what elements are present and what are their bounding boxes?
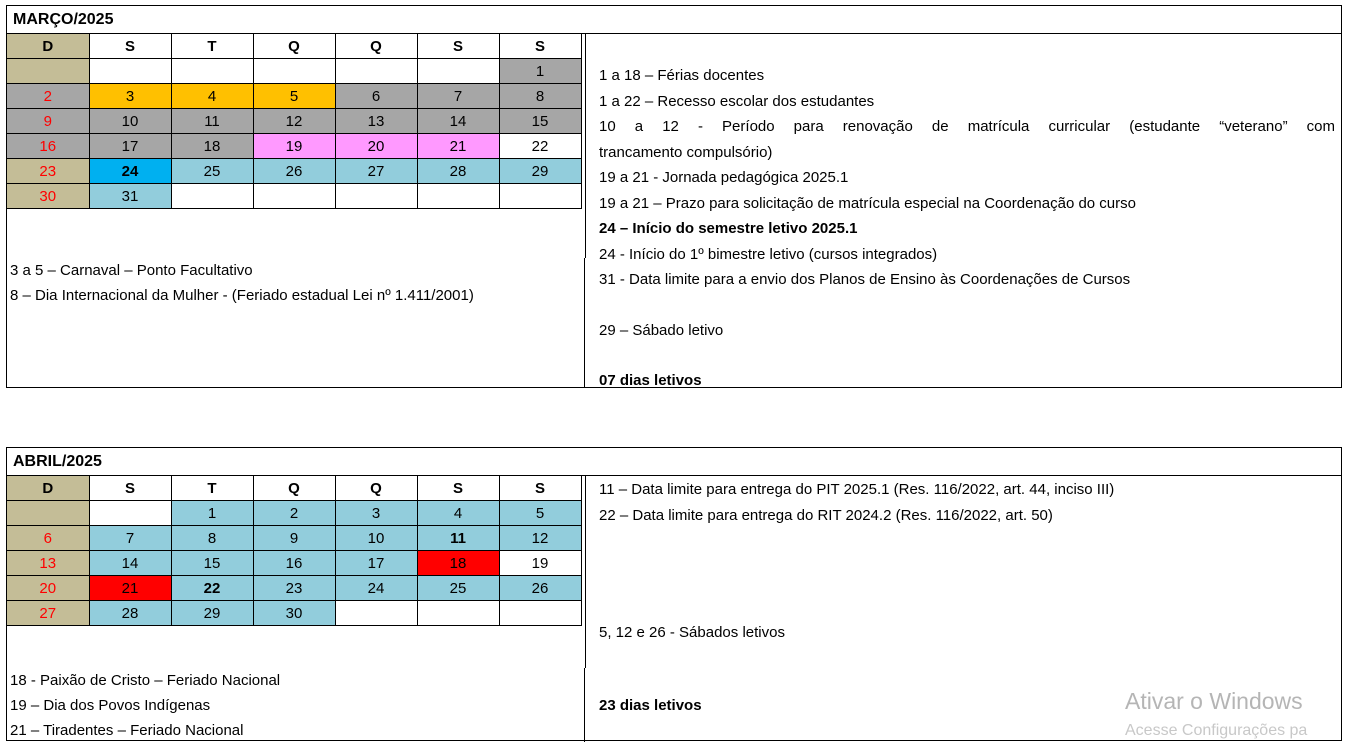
day-cell: 18 [417, 551, 499, 576]
day-cell: 13 [7, 551, 89, 576]
day-cell [335, 601, 417, 626]
day-cell: 21 [89, 576, 171, 601]
day-cell: 9 [7, 109, 89, 134]
march-calendar [6, 5, 1342, 388]
day-cell: 15 [171, 551, 253, 576]
week-row [7, 576, 581, 601]
week-row [7, 159, 581, 184]
event-note: 11 – Data limite para entrega do PIT 2025.1 (Res. 116/2022, art. 44, inciso III) [599, 481, 1115, 498]
event-note: 31 - Data limite para a envio dos Planos de Ensino às Coordenações de Cursos [599, 271, 1131, 288]
holiday-note: 3 a 5 – Carnaval – Ponto Facultativo [10, 262, 253, 279]
day-cell: 25 [171, 159, 253, 184]
day-cell: 5 [253, 84, 335, 109]
april-event-notes [593, 477, 1341, 528]
week-row [7, 84, 581, 109]
week-row [7, 109, 581, 134]
day-cell: 19 [499, 551, 581, 576]
holiday-note: 21 – Tiradentes – Feriado Nacional [10, 722, 244, 739]
day-cell: 9 [253, 526, 335, 551]
day-cell: 11 [171, 109, 253, 134]
week-row [7, 551, 581, 576]
day-cell: 10 [335, 526, 417, 551]
day-cell: 24 [89, 159, 171, 184]
holiday-note: 8 – Dia Internacional da Mulher - (Feriado estadual Lei nº 1.411/2001) [10, 287, 474, 304]
weekday-header: D [7, 34, 89, 59]
day-cell [499, 184, 581, 209]
day-cell [7, 59, 89, 84]
day-cell [89, 501, 171, 526]
event-note: 19 a 21 – Prazo para solicitação de matrícula especial na Coordenação do curso [599, 194, 1136, 212]
day-cell: 29 [171, 601, 253, 626]
day-cell: 5 [499, 501, 581, 526]
april-grid [7, 475, 582, 626]
day-cell: 3 [335, 501, 417, 526]
day-cell: 27 [335, 159, 417, 184]
day-cell: 28 [89, 601, 171, 626]
day-cell: 17 [89, 134, 171, 159]
weekday-header: Q [253, 476, 335, 501]
day-cell: 30 [7, 184, 89, 209]
weekday-header: Q [335, 34, 417, 59]
day-cell: 21 [417, 134, 499, 159]
day-cell: 13 [335, 109, 417, 134]
day-cell: 14 [89, 551, 171, 576]
day-cell: 26 [499, 576, 581, 601]
day-cell [89, 59, 171, 84]
day-cell: 4 [171, 84, 253, 109]
day-cell: 2 [7, 84, 89, 109]
day-cell: 24 [335, 576, 417, 601]
day-cell [253, 59, 335, 84]
day-cell: 26 [253, 159, 335, 184]
day-cell: 22 [499, 134, 581, 159]
day-cell: 8 [171, 526, 253, 551]
weekday-header: S [417, 476, 499, 501]
april-holiday-notes [7, 668, 585, 742]
weekday-header: Q [253, 34, 335, 59]
april-title: ABRIL/2025 [7, 448, 1341, 476]
day-cell: 22 [171, 576, 253, 601]
day-cell [171, 184, 253, 209]
day-cell: 16 [253, 551, 335, 576]
day-cell: 11 [417, 526, 499, 551]
march-event-notes [593, 63, 1341, 394]
day-cell [171, 59, 253, 84]
weekday-header: S [89, 34, 171, 59]
week-row [7, 601, 581, 626]
day-cell: 3 [89, 84, 171, 109]
day-cell: 6 [7, 526, 89, 551]
event-note: 10 a 12 - Período para renovação de matrícula curricular (estudante “veterano” com [599, 118, 1335, 135]
event-note: 29 – Sábado letivo [599, 321, 724, 339]
weekday-header: S [89, 476, 171, 501]
weekday-header: S [417, 34, 499, 59]
day-cell: 2 [253, 501, 335, 526]
day-cell: 23 [7, 159, 89, 184]
day-cell [253, 184, 335, 209]
day-cell: 31 [89, 184, 171, 209]
day-cell: 27 [7, 601, 89, 626]
day-cell: 28 [417, 159, 499, 184]
school-days-count: 23 dias letivos [599, 697, 702, 714]
march-holiday-notes [7, 258, 585, 388]
day-cell [417, 184, 499, 209]
march-grid [7, 33, 582, 209]
day-cell: 1 [171, 501, 253, 526]
day-cell: 14 [417, 109, 499, 134]
day-cell [335, 59, 417, 84]
week-row [7, 526, 581, 551]
april-saturday-note [593, 620, 1341, 646]
weekday-header: T [171, 34, 253, 59]
day-cell: 12 [253, 109, 335, 134]
event-note: 5, 12 e 26 - Sábados letivos [599, 624, 785, 641]
day-cell: 30 [253, 601, 335, 626]
day-cell: 23 [253, 576, 335, 601]
weekday-header-row [7, 34, 581, 59]
day-cell: 4 [417, 501, 499, 526]
day-cell [7, 501, 89, 526]
day-cell: 18 [171, 134, 253, 159]
day-cell: 6 [335, 84, 417, 109]
day-cell: 1 [499, 59, 581, 84]
week-row [7, 501, 581, 526]
day-cell: 7 [417, 84, 499, 109]
day-cell [335, 184, 417, 209]
event-note: 24 – Início do semestre letivo 2025.1 [599, 220, 858, 237]
day-cell: 17 [335, 551, 417, 576]
week-row [7, 59, 581, 84]
weekday-header: S [499, 476, 581, 501]
week-row [7, 184, 581, 209]
day-cell [499, 601, 581, 626]
event-note: trancamento compulsório) [599, 143, 773, 161]
school-days-count: 07 dias letivos [599, 372, 702, 389]
event-note: 24 - Início do 1º bimestre letivo (cursos integrados) [599, 245, 938, 263]
day-cell [417, 601, 499, 626]
day-cell: 12 [499, 526, 581, 551]
weekday-header: T [171, 476, 253, 501]
day-cell: 8 [499, 84, 581, 109]
week-row [7, 134, 581, 159]
day-cell: 7 [89, 526, 171, 551]
day-cell: 16 [7, 134, 89, 159]
day-cell: 25 [417, 576, 499, 601]
event-note: 19 a 21 - Jornada pedagógica 2025.1 [599, 169, 849, 186]
event-note: 22 – Data limite para entrega do RIT 2024.2 (Res. 116/2022, art. 50) [599, 506, 1053, 524]
day-cell: 29 [499, 159, 581, 184]
windows-activation-watermark: Ativar o Windows [1125, 688, 1303, 714]
day-cell: 20 [7, 576, 89, 601]
day-cell: 15 [499, 109, 581, 134]
holiday-note: 18 - Paixão de Cristo – Feriado Nacional [10, 672, 281, 689]
weekday-header: D [7, 476, 89, 501]
day-cell: 10 [89, 109, 171, 134]
day-cell: 20 [335, 134, 417, 159]
windows-activation-hint: Acesse Configurações pa [1125, 722, 1308, 739]
weekday-header: S [499, 34, 581, 59]
day-cell [417, 59, 499, 84]
event-note: 1 a 18 – Férias docentes [599, 67, 765, 84]
march-title: MARÇO/2025 [7, 6, 1341, 34]
weekday-header: Q [335, 476, 417, 501]
holiday-note: 19 – Dia dos Povos Indígenas [10, 697, 211, 714]
event-note: 1 a 22 – Recesso escolar dos estudantes [599, 92, 875, 110]
weekday-header-row [7, 476, 581, 501]
day-cell: 19 [253, 134, 335, 159]
